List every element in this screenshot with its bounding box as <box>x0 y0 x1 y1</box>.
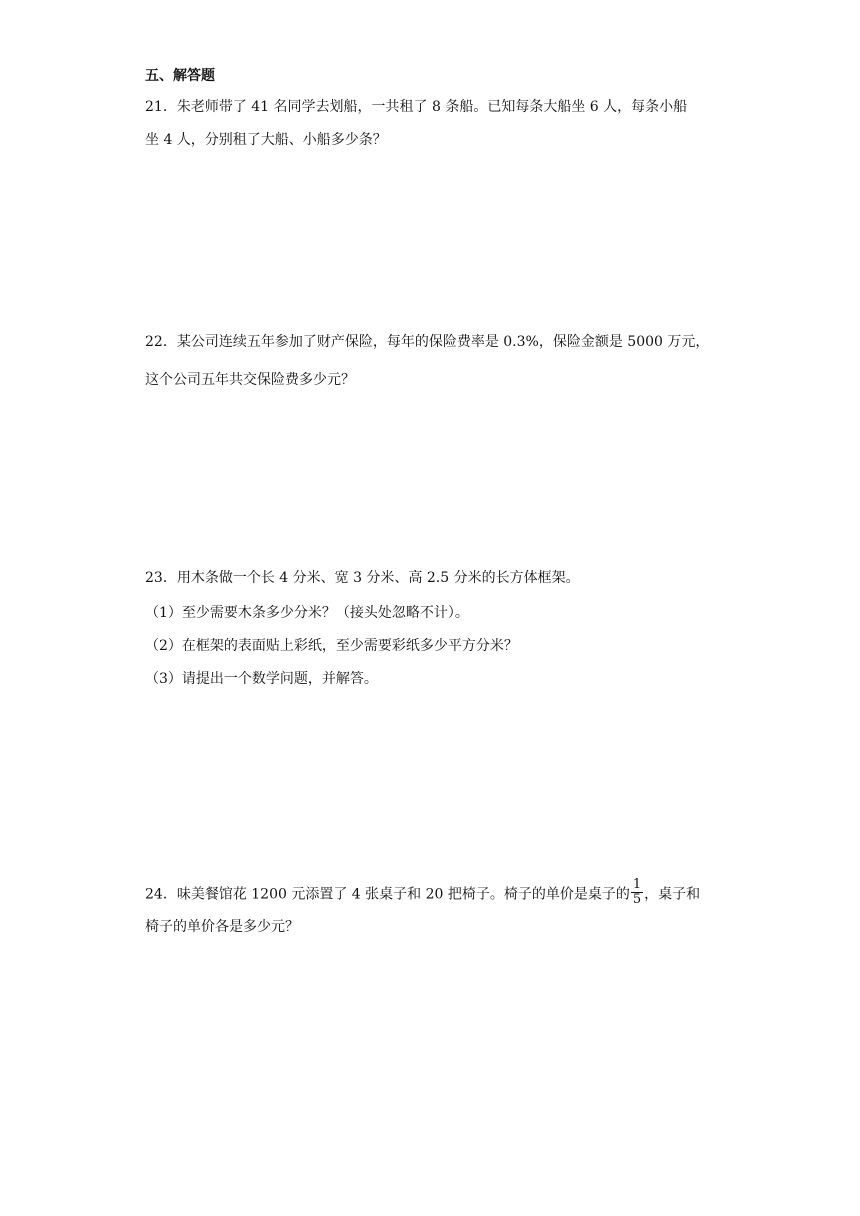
fraction-numerator: 1 <box>632 877 642 892</box>
question-21-line-1: 21．朱老师带了 41 名同学去划船，一共租了 8 条船。已知每条大船坐 6 人，每条小船 <box>145 99 688 115</box>
section-title: 五、解答题 <box>145 68 215 84</box>
fraction-one-fifth <box>631 878 643 907</box>
question-24-line-1 <box>145 877 701 909</box>
question-22-line-2: 这个公司五年共交保险费多少元？ <box>145 372 355 388</box>
question-24-text-after: ，桌子和 <box>644 886 701 903</box>
question-23-sub-3: （3）请提出一个数学问题，并解答。 <box>145 671 378 687</box>
question-21-line-2: 坐 4 人，分别租了大船、小船多少条？ <box>145 132 387 148</box>
question-24-text-before: 24．味美餐馆花 1200 元添置了 4 张桌子和 20 把椅子。椅子的单价是桌子的 <box>145 886 630 903</box>
fraction-denominator: 5 <box>632 892 642 907</box>
question-23-sub-2: （2）在框架的表面贴上彩纸，至少需要彩纸多少平方分米？ <box>145 638 518 654</box>
question-23-line-1: 23．用木条做一个长 4 分米、宽 3 分米、高 2.5 分米的长方体框架。 <box>145 570 580 586</box>
question-24-line-2: 椅子的单价各是多少元？ <box>145 919 299 935</box>
question-22-line-1: 22．某公司连续五年参加了财产保险，每年的保险费率是 0.3%，保险金额是 5000 万元， <box>145 334 710 350</box>
question-23-sub-1: （1）至少需要木条多少分米？（接头处忽略不计）。 <box>145 605 469 621</box>
